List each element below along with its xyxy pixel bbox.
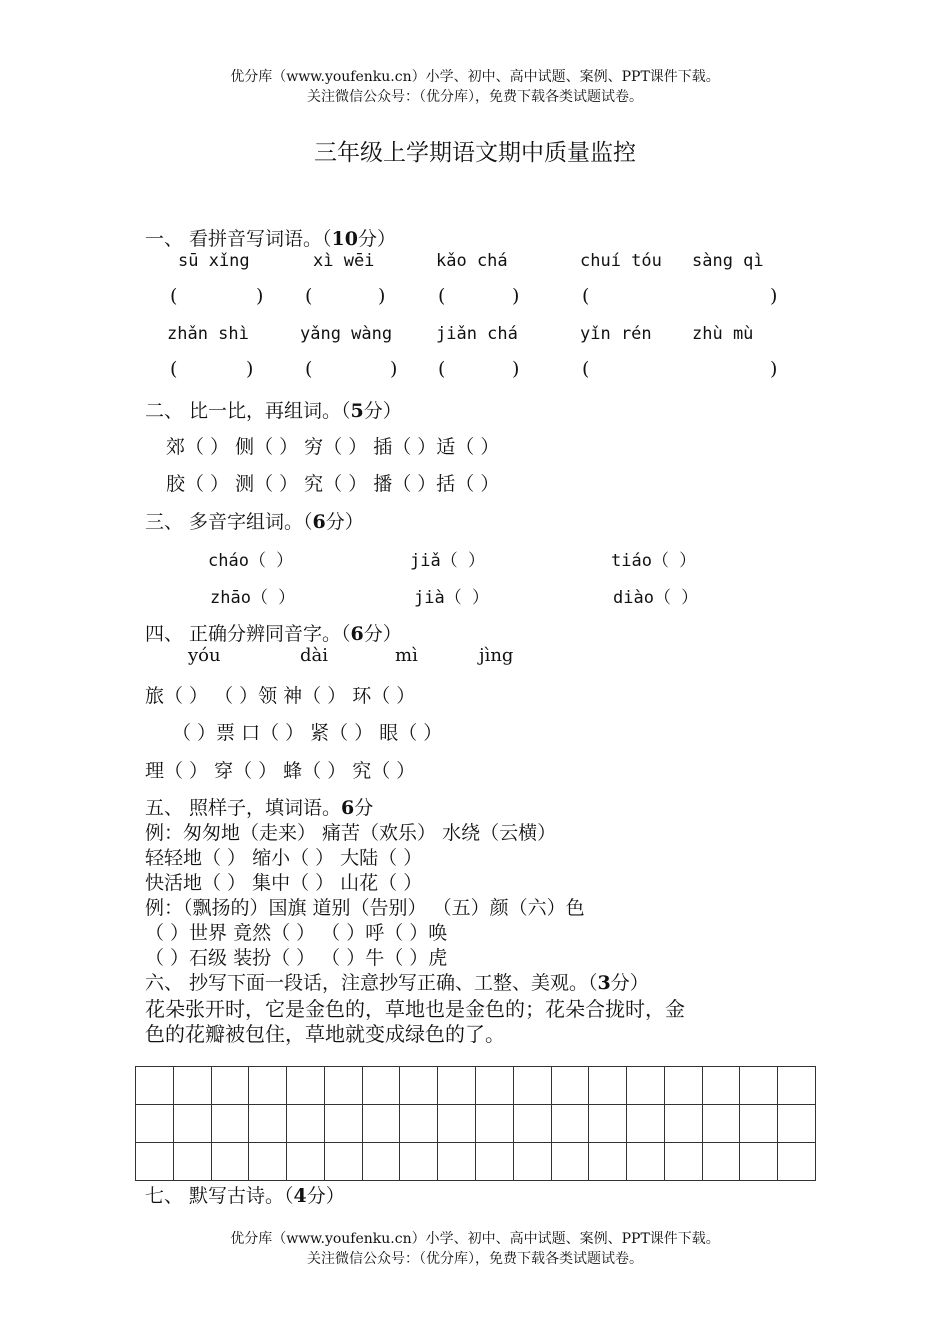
q5-line-4: 例：（飘扬的）国旗 道别（告别） （五）颜（六）色 [145, 897, 585, 919]
q5-line-6[interactable]: （ ）石级 装扮（ ） （ ）牛（ ）虎 [145, 947, 448, 969]
footer-line-1: 优分库（www.youfenku.cn）小学、初中、高中试题、案例、PPT课件下载。 [230, 1231, 720, 1247]
q2-score: 5 [350, 400, 364, 422]
q3-score: 6 [312, 511, 326, 533]
q3-item-6[interactable]: diào（ ） [613, 588, 699, 608]
q4-heading-text: 四、 正确分辨同音字。（ [145, 623, 351, 645]
grid-cell[interactable] [248, 1066, 287, 1105]
grid-cell[interactable] [135, 1066, 174, 1105]
q5-line-1: 例：匆匆地（走来） 痛苦（欢乐） 水绕（云横） [145, 822, 557, 844]
q3-item-3[interactable]: tiáo（ ） [611, 551, 697, 571]
q2-row-2[interactable]: 胶（ ） 测（ ） 究（ ） 播（ ）括（ ） [166, 473, 500, 495]
q7-score: 4 [293, 1185, 307, 1207]
q7-heading [145, 1181, 345, 1208]
q4-score: 6 [350, 623, 364, 645]
header-line-2: 关注微信公众号：（优分库），免费下载各类试题试卷。 [307, 89, 643, 105]
q1-heading [145, 224, 396, 251]
grid-cell[interactable] [437, 1142, 476, 1181]
grid-cell[interactable] [286, 1104, 325, 1143]
q1-pinyin-6: zhǎn shì [167, 324, 249, 344]
q4-heading [145, 619, 402, 646]
grid-cell[interactable] [437, 1104, 476, 1143]
footer-line-2: 关注微信公众号：（优分库），免费下载各类试题试卷。 [307, 1251, 643, 1267]
q3-item-2[interactable]: jiǎ（ ） [410, 551, 485, 571]
q5-score-unit: 分 [354, 797, 374, 819]
grid-cell[interactable] [173, 1104, 212, 1143]
q3-score-unit: 分） [325, 511, 364, 533]
q5-heading [145, 793, 373, 820]
grid-cell[interactable] [399, 1104, 438, 1143]
grid-cell[interactable] [551, 1104, 590, 1143]
writing-grid[interactable] [135, 1066, 815, 1180]
q3-item-4[interactable]: zhāo（ ） [210, 588, 296, 608]
q6-paragraph-line-1: 花朵张开时，它是金色的，草地也是金色的；花朵合拢时，金 [145, 997, 685, 1021]
q5-score: 6 [341, 797, 355, 819]
grid-cell[interactable] [211, 1104, 250, 1143]
q1-pinyin-1: sū xǐng [178, 251, 250, 271]
q5-line-5[interactable]: （ ）世界 竟然（ ） （ ）呼（ ）唤 [145, 922, 448, 944]
q1-pinyin-2: xì wēi [313, 251, 375, 271]
q6-paragraph-line-2: 色的花瓣被包住，草地就变成绿色的了。 [145, 1022, 505, 1046]
q4-row-2[interactable]: （ ）票 口（ ） 紧（ ） 眼（ ） [172, 722, 443, 744]
q3-heading [145, 507, 364, 534]
grid-cell[interactable] [777, 1066, 816, 1105]
grid-cell[interactable] [324, 1066, 363, 1105]
q6-score: 3 [597, 972, 611, 994]
q1-heading-text: 一、 看拼音写词语。（ [145, 228, 332, 250]
grid-cell[interactable] [475, 1104, 514, 1143]
q3-heading-text: 三、 多音字组词。（ [145, 511, 313, 533]
page-title: 三年级上学期语文期中质量监控 [314, 140, 636, 166]
grid-cell[interactable] [739, 1066, 778, 1105]
grid-cell[interactable] [739, 1104, 778, 1143]
grid-cell[interactable] [286, 1142, 325, 1181]
q7-score-unit: 分） [306, 1185, 345, 1207]
q1-pinyin-7: yǎng wàng [300, 324, 393, 344]
q4-pinyin-4: jìng [479, 645, 514, 666]
grid-cell[interactable] [248, 1104, 287, 1143]
grid-cell[interactable] [362, 1104, 401, 1143]
grid-cell[interactable] [588, 1104, 627, 1143]
grid-cell[interactable] [739, 1142, 778, 1181]
q3-item-1[interactable]: cháo（ ） [208, 551, 294, 571]
grid-cell[interactable] [211, 1142, 250, 1181]
grid-cell[interactable] [702, 1142, 741, 1181]
grid-cell[interactable] [513, 1066, 552, 1105]
grid-cell[interactable] [551, 1066, 590, 1105]
q1-score: 10 [331, 228, 358, 250]
grid-cell[interactable] [626, 1142, 665, 1181]
grid-cell[interactable] [211, 1066, 250, 1105]
grid-cell[interactable] [626, 1104, 665, 1143]
grid-cell[interactable] [324, 1104, 363, 1143]
q2-score-unit: 分） [363, 400, 402, 422]
grid-cell[interactable] [551, 1142, 590, 1181]
grid-cell[interactable] [588, 1066, 627, 1105]
grid-cell[interactable] [664, 1142, 703, 1181]
q1-pinyin-8: jiǎn chá [436, 324, 518, 344]
grid-cell[interactable] [702, 1066, 741, 1105]
q4-pinyin-2: dài [300, 645, 329, 666]
grid-cell[interactable] [588, 1142, 627, 1181]
q2-row-1[interactable]: 郊（ ） 侧（ ） 穷（ ） 插（ ）适（ ） [166, 436, 500, 458]
q5-line-2[interactable]: 轻轻地（ ） 缩小（ ） 大陆（ ） [145, 847, 423, 869]
grid-cell[interactable] [399, 1066, 438, 1105]
q1-pinyin-3: kǎo chá [436, 251, 508, 271]
q1-pinyin-10: zhù mù [692, 324, 754, 344]
grid-cell[interactable] [362, 1066, 401, 1105]
q4-pinyin-3: mì [395, 645, 418, 666]
grid-cell[interactable] [248, 1142, 287, 1181]
grid-cell[interactable] [513, 1142, 552, 1181]
grid-cell[interactable] [135, 1104, 174, 1143]
q2-heading [145, 396, 402, 423]
grid-cell[interactable] [626, 1066, 665, 1105]
grid-cell[interactable] [475, 1142, 514, 1181]
q3-item-5[interactable]: jià（ ） [414, 588, 489, 608]
q4-score-unit: 分） [363, 623, 402, 645]
q2-heading-text: 二、 比一比，再组词。（ [145, 400, 351, 422]
grid-cell[interactable] [664, 1104, 703, 1143]
grid-cell[interactable] [135, 1142, 174, 1181]
q4-row-3[interactable]: 理（ ） 穿（ ） 蜂（ ） 究（ ） [145, 760, 416, 782]
q6-heading-text: 六、 抄写下面一段话，注意抄写正确、工整、美观。（ [145, 972, 598, 994]
header-line-1: 优分库（www.youfenku.cn）小学、初中、高中试题、案例、PPT课件下载。 [230, 69, 720, 85]
q1-pinyin-9: yǐn rén [580, 324, 652, 344]
q6-heading [145, 968, 649, 995]
grid-cell[interactable] [173, 1142, 212, 1181]
grid-cell[interactable] [475, 1066, 514, 1105]
q1-score-unit: 分） [358, 228, 397, 250]
q4-pinyin-1: yóu [188, 645, 221, 666]
grid-cell[interactable] [286, 1066, 325, 1105]
grid-cell[interactable] [702, 1104, 741, 1143]
q1-pinyin-4: chuí tóu [580, 251, 662, 271]
grid-cell[interactable] [437, 1066, 476, 1105]
grid-cell[interactable] [324, 1142, 363, 1181]
q6-score-unit: 分） [610, 972, 649, 994]
grid-cell[interactable] [513, 1104, 552, 1143]
q1-pinyin-5: sàng qì [692, 251, 764, 271]
q5-heading-text: 五、 照样子，填词语。 [145, 797, 342, 819]
grid-cell[interactable] [362, 1142, 401, 1181]
q5-line-3[interactable]: 快活地（ ） 集中（ ） 山花（ ） [145, 872, 423, 894]
q4-row-1[interactable]: 旅（ ） （ ）领 神（ ） 环（ ） [145, 685, 416, 707]
grid-cell[interactable] [664, 1066, 703, 1105]
grid-cell[interactable] [777, 1142, 816, 1181]
q7-heading-text: 七、 默写古诗。（ [145, 1185, 294, 1207]
grid-cell[interactable] [777, 1104, 816, 1143]
grid-cell[interactable] [173, 1066, 212, 1105]
grid-cell[interactable] [399, 1142, 438, 1181]
